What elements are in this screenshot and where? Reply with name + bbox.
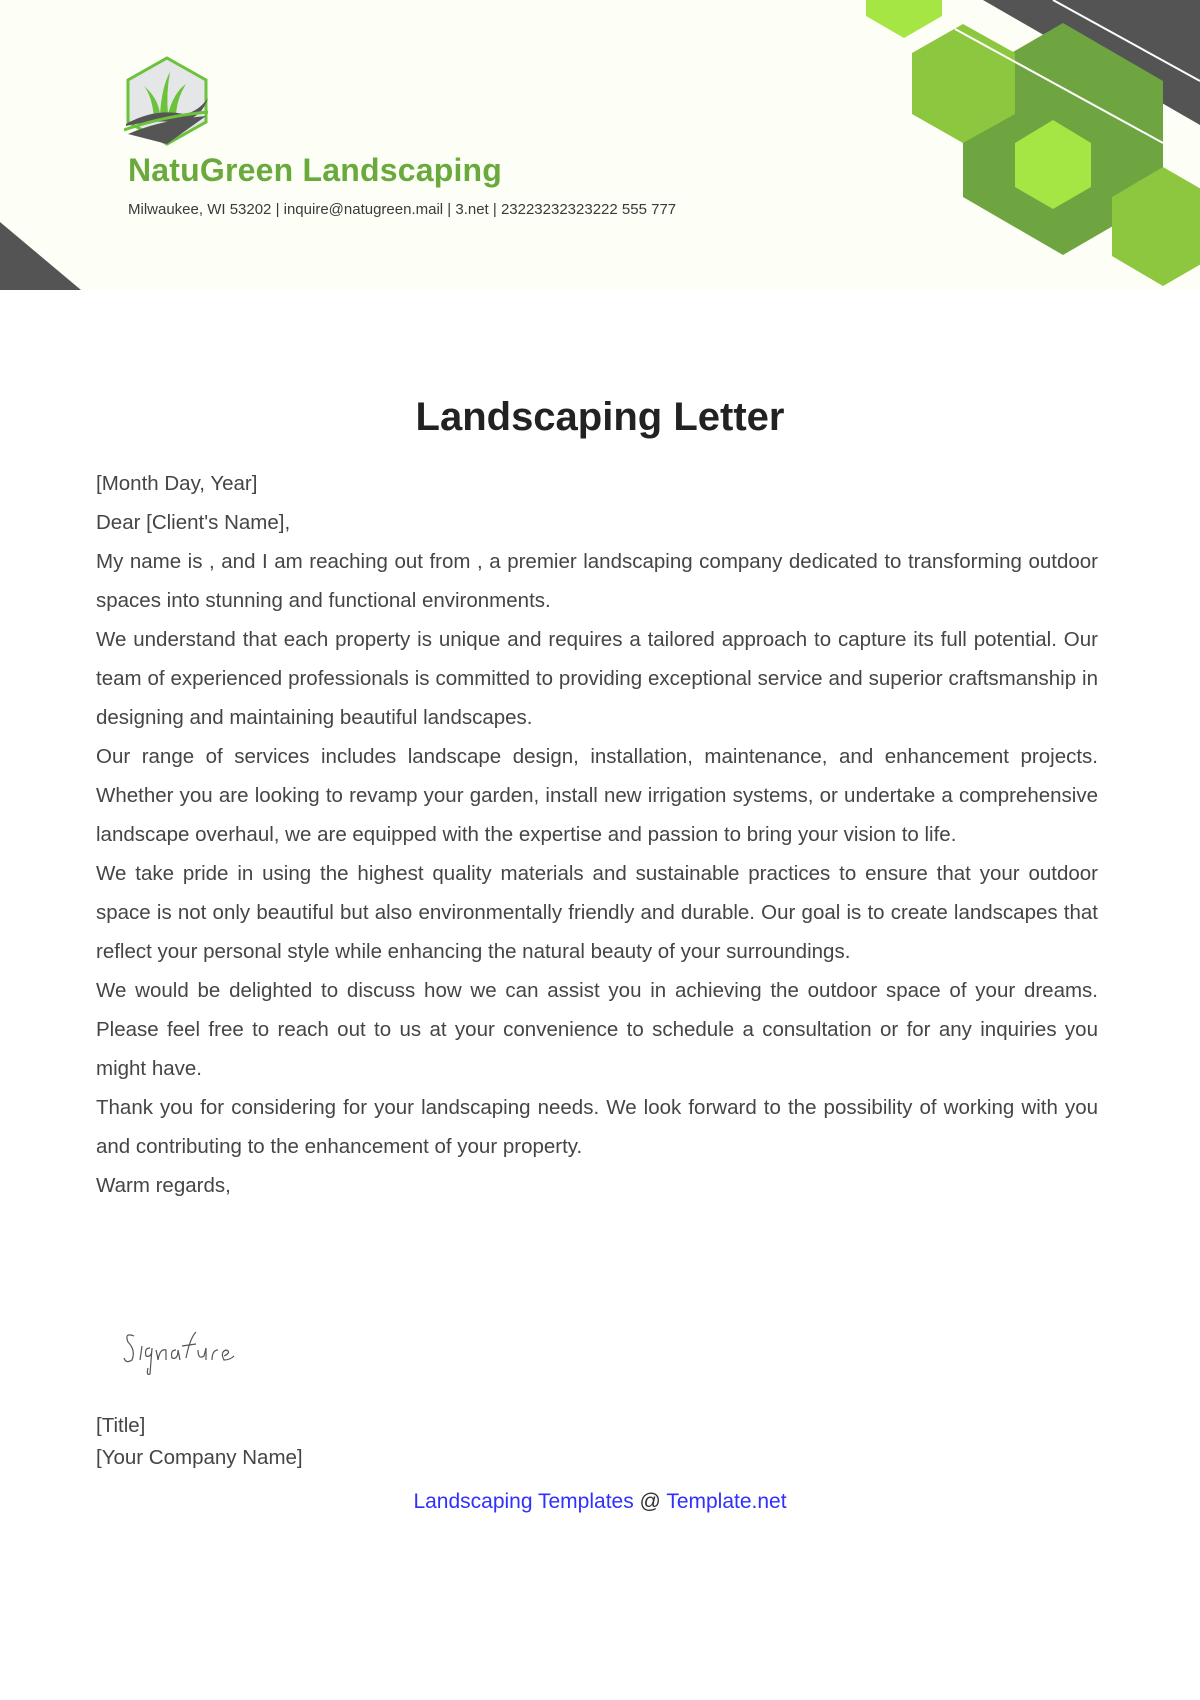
letterhead [0, 0, 1200, 290]
company-name: NatuGreen Landscaping [128, 152, 503, 188]
letter-title: Landscaping Letter [415, 395, 785, 439]
footer [0, 1490, 1200, 1514]
company-logo [124, 56, 210, 146]
salutation: Dear [Client's Name], [96, 511, 291, 534]
paragraph: We understand that each property is unique and requires a tailored approach to capture its full potential. Our team of experienced professionals is committed to providing exceptional service and superior craftsmanship in designing and maintaining beautiful landscapes. [96, 628, 1098, 729]
sender-title: [Title] [96, 1414, 146, 1437]
sender-company: [Your Company Name] [96, 1446, 303, 1469]
left-corner-triangle [0, 222, 81, 290]
paragraph: My name is , and I am reaching out from , a premier landscaping company dedicated to transforming outdoor spaces into stunning and functional environments. [96, 550, 1098, 612]
landscaping-templates-link[interactable]: Landscaping Templates [413, 1490, 634, 1513]
template-net-link[interactable]: Template.net [666, 1490, 787, 1513]
contact-info: Milwaukee, WI 53202 | inquire@natugreen.mail | 3.net | 23223232323222 555 777 [128, 201, 677, 218]
paragraph: Thank you for considering for your landscaping needs. We look forward to the possibility of working with you and contributing to the enhancement of your property. [96, 1096, 1098, 1158]
hex-small-top [866, 0, 942, 38]
letter-body [96, 464, 1098, 1205]
letter-date: [Month Day, Year] [96, 472, 258, 495]
paragraph: Our range of services includes landscape design, installation, maintenance, and enhancement projects. Whether you are looking to revamp your garden, install new irrigation systems, or undertake a comprehensive landscape overhaul, we are equipped with the expertise and passion to bring your vision to life. [96, 745, 1098, 846]
paragraph: We take pride in using the highest quality materials and sustainable practices to ensure that your outdoor space is not only beautiful but also environmentally friendly and durable. Our goal is to create landscapes that reflect your personal style while enhancing the natural beauty of your surroundings. [96, 862, 1098, 963]
paragraph: We would be delighted to discuss how we can assist you in achieving the outdoor space of your dreams. Please feel free to reach out to us at your convenience to schedule a consultation or for any inquiries you might have. [96, 979, 1098, 1080]
sender-block [96, 1410, 303, 1474]
closing: Warm regards, [96, 1174, 231, 1197]
footer-separator: @ [633, 1490, 667, 1513]
signature-image [120, 1318, 260, 1378]
